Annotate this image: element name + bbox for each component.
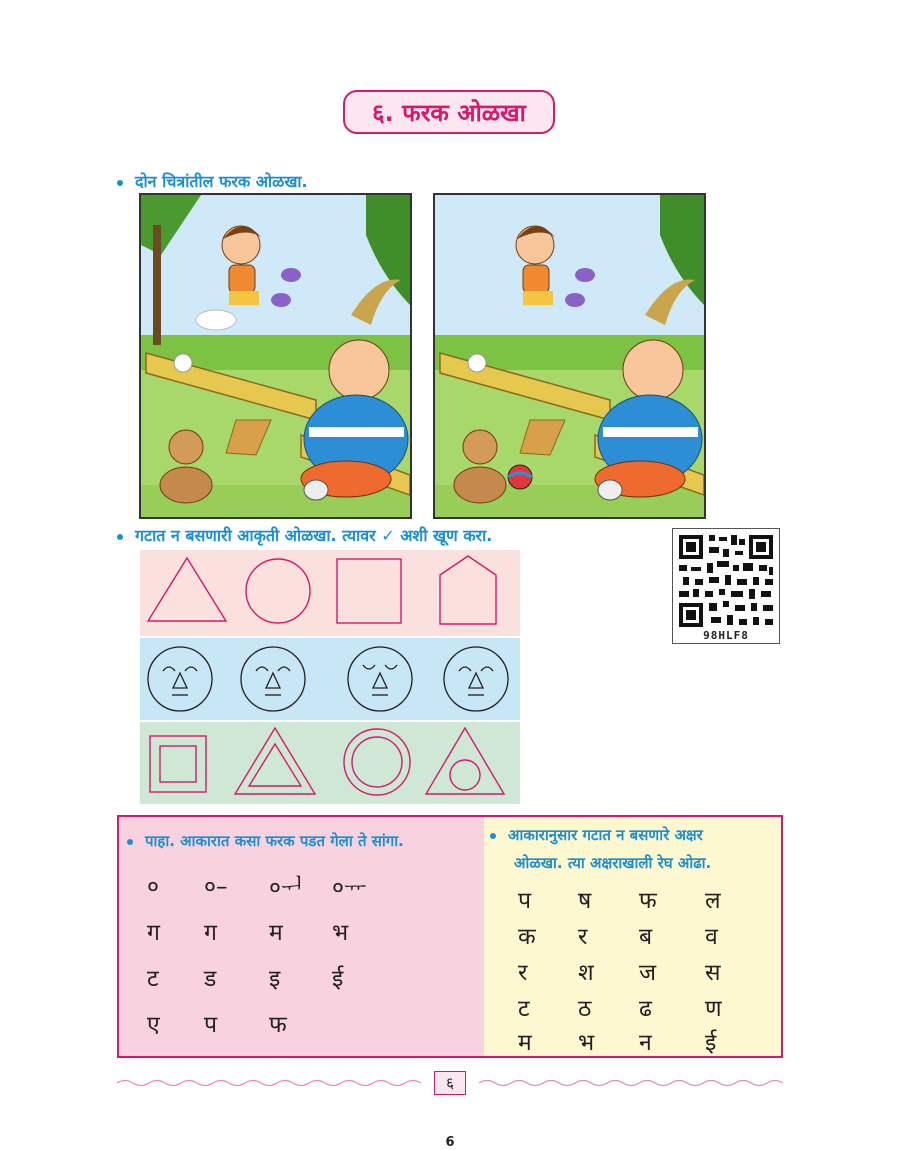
letter-cell[interactable]: ब xyxy=(639,924,653,950)
qr-code[interactable] xyxy=(672,528,780,644)
letter-cell[interactable]: म xyxy=(518,1030,532,1056)
face-shape xyxy=(444,647,508,711)
letter-cell: ए xyxy=(147,1012,160,1038)
circle-in-circle-shape xyxy=(344,729,410,795)
instruction-text: पाहा. आकारात कसा फरक पडत गेला ते सांगा. xyxy=(145,832,404,850)
instruction-text: दोन चित्रांतील फरक ओळखा. xyxy=(135,172,308,191)
letter-cell[interactable]: ल xyxy=(705,888,721,914)
letter-cell: ग xyxy=(204,920,217,946)
instruction-odd-shape xyxy=(117,524,492,546)
letter-cell[interactable]: प xyxy=(518,888,532,914)
footer-page-box: ६ xyxy=(434,1071,466,1095)
face-shape-odd xyxy=(348,647,412,711)
letter-cell[interactable]: स xyxy=(705,960,721,986)
letter-shape-change-panel xyxy=(119,817,484,1056)
letter-cell: ट xyxy=(147,966,159,992)
letter-cell[interactable]: ज xyxy=(639,960,657,986)
letter-cell[interactable]: ठ xyxy=(578,996,592,1022)
shape-row-2 xyxy=(140,638,520,720)
shape-row-1-shapes xyxy=(140,550,520,636)
letter-cell[interactable]: फ xyxy=(639,888,657,914)
shape-row-2-faces xyxy=(140,638,520,720)
square-in-square-shape xyxy=(150,736,206,792)
letter-cell: म xyxy=(269,920,283,946)
left-panel-instruction xyxy=(127,827,404,855)
triangle-in-triangle-shape xyxy=(235,728,315,794)
letter-cell: ई xyxy=(332,966,344,992)
letter-cell[interactable]: न xyxy=(639,1030,652,1056)
square-shape xyxy=(337,559,401,623)
seesaw-illustration-left xyxy=(141,195,410,517)
circle-in-triangle-shape xyxy=(426,728,504,794)
letter-cell: ग xyxy=(147,920,160,946)
bullet-icon xyxy=(127,839,133,845)
letter-cell: ०ᅱ xyxy=(269,875,304,901)
letter-cell[interactable]: र xyxy=(518,960,528,986)
letter-cell[interactable]: ष xyxy=(578,888,592,914)
face-shape xyxy=(148,647,212,711)
letter-cell: फ xyxy=(269,1012,287,1038)
instruction-text-line2: ओळखा. त्या अक्षराखाली रेघ ओढा. xyxy=(514,854,712,872)
seesaw-picture-right xyxy=(433,193,706,519)
seesaw-picture-left xyxy=(139,193,412,519)
letter-cell[interactable]: भ xyxy=(578,1030,595,1056)
seesaw-illustration-right xyxy=(435,195,704,517)
letter-cell: इ xyxy=(269,966,281,992)
letter-cell: ० xyxy=(147,874,159,900)
lesson-title: ६. फरक ओळखा xyxy=(343,90,555,134)
instruction-text: गटात न बसणारी आकृती ओळखा. त्यावर ✓ अशी खूण करा. xyxy=(135,526,493,545)
instruction-text-line1: आकारानुसार गटात न बसणारे अक्षर xyxy=(508,826,703,844)
letter-cell: ०ᅲ xyxy=(332,875,367,901)
right-panel-instruction xyxy=(490,821,711,877)
letter-cell[interactable]: ढ xyxy=(639,996,652,1022)
letter-cell: प xyxy=(204,1012,218,1038)
letter-cell[interactable]: श xyxy=(578,960,594,986)
letter-cell[interactable]: क xyxy=(518,924,536,950)
qr-code-label: 98HLF8 xyxy=(703,629,749,642)
shape-row-1 xyxy=(140,550,520,636)
letter-cell[interactable]: व xyxy=(705,924,718,950)
bullet-icon xyxy=(490,833,496,839)
pentagon-shape xyxy=(440,556,496,624)
letter-cell[interactable]: ट xyxy=(518,996,530,1022)
ball-icon xyxy=(508,465,532,489)
letter-cell: ड xyxy=(204,966,217,992)
letter-cell[interactable]: ण xyxy=(705,996,722,1022)
shape-row-3-shapes xyxy=(140,722,520,804)
face-shape xyxy=(241,647,305,711)
circle-shape xyxy=(246,559,310,623)
letter-cell[interactable]: ई xyxy=(705,1030,717,1056)
triangle-shape xyxy=(148,558,226,621)
instruction-spot-difference xyxy=(117,170,308,192)
odd-letter-panel xyxy=(484,817,781,1056)
letter-cell[interactable]: र xyxy=(578,924,588,950)
qr-pattern-icon xyxy=(673,531,779,631)
page-number: 6 xyxy=(445,1135,455,1150)
activity-box xyxy=(117,815,783,1058)
letter-cell: भ xyxy=(332,920,349,946)
letter-cell: ०– xyxy=(204,874,228,900)
bullet-icon xyxy=(117,180,123,186)
shape-row-3 xyxy=(140,722,520,804)
bullet-icon xyxy=(117,534,123,540)
